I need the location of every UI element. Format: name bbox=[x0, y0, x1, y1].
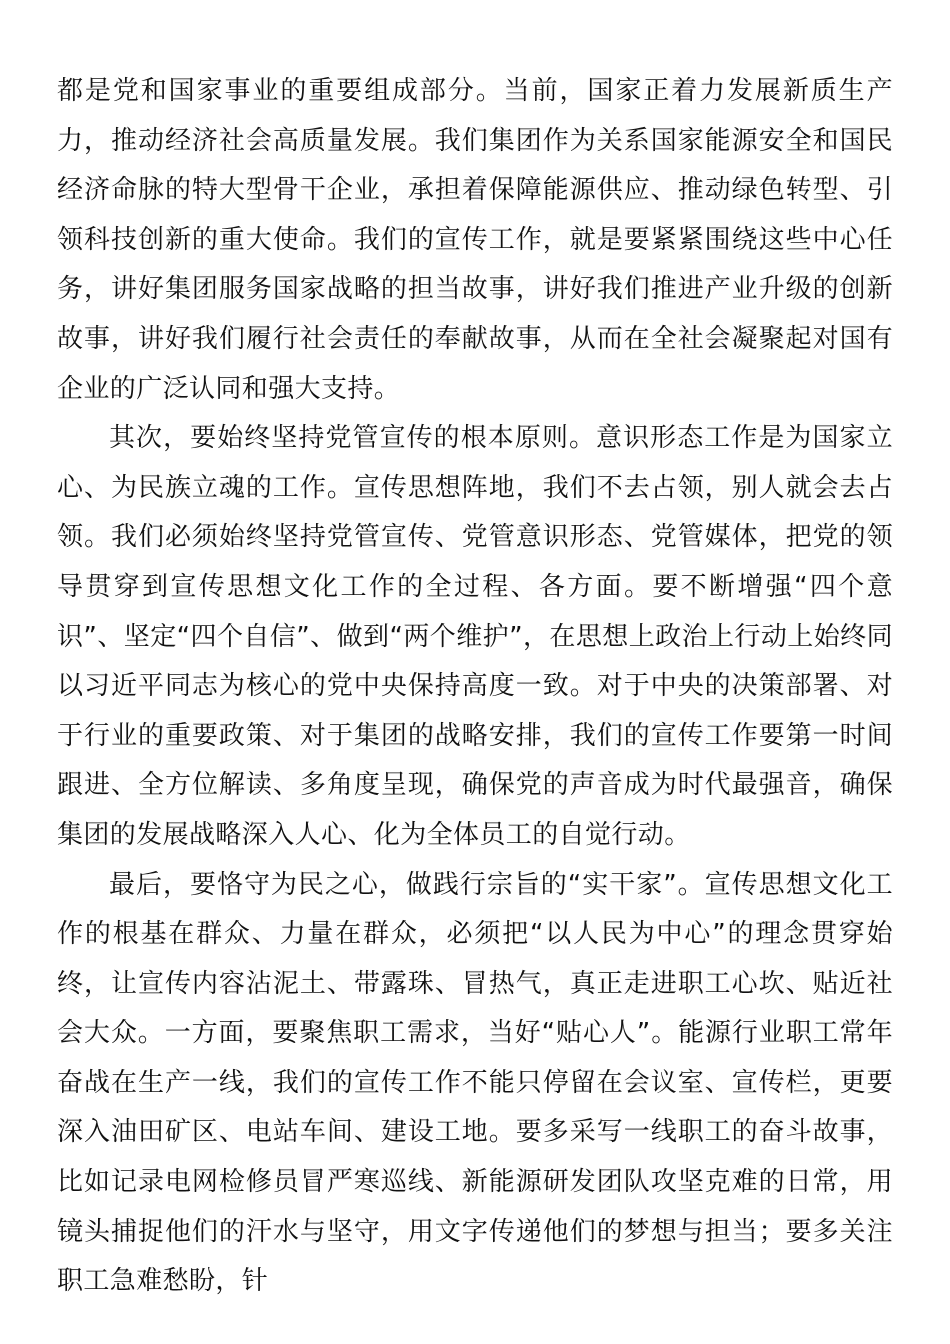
paragraph-2: 其次，要始终坚持党管宣传的根本原则。意识形态工作是为国家立心、为民族立魂的工作。宣传思想阵地，我们不去占领，别人就会去占领。我们必须始终坚持党管宣传、党管意识形态、党管媒体，把党的领导贯穿到宣传思想文化工作的全过程、各方面。要不断增强“四个意识”、坚定“四个自信”、做到“两个维护”，在思想上政治上行动上始终同以习近平同志为核心的党中央保持高度一致。对于中央的决策部署、对于行业的重要政策、对于集团的战略安排，我们的宣传工作要第一时间跟进、全方位解读、多角度呈现，确保党的声音成为时代最强音，确保集团的发展战略深入人心、化为全体员工的自觉行动。 bbox=[57, 423, 893, 850]
paragraph-1: 都是党和国家事业的重要组成部分。当前，国家正着力发展新质生产力，推动经济社会高质量发展。我们集团作为关系国家能源安全和国民经济命脉的特大型骨干企业，承担着保障能源供应、推动绿色转型、引领科技创新的重大使命。我们的宣传工作，就是要紧紧围绕这些中心任务，讲好集团服务国家战略的担当故事，讲好我们推进产业升级的创新故事，讲好我们履行社会责任的奉献故事，从而在全社会凝聚起对国有企业的广泛认同和强大支持。 bbox=[57, 76, 893, 404]
document-page bbox=[57, 67, 893, 1307]
paragraph-3: 最后，要恪守为民之心，做践行宗旨的“实干家”。宣传思想文化工作的根基在群众、力量在群众，必须把“以人民为中心”的理念贯穿始终，让宣传内容沾泥土、带露珠、冒热气，真正走进职工心坎、贴近社会大众。一方面，要聚焦职工需求，当好“贴心人”。能源行业职工常年奋战在生产一线，我们的宣传工作不能只停留在会议室、宣传栏，更要深入油田矿区、电站车间、建设工地。要多采写一线职工的奋斗故事，比如记录电网检修员冒严寒巡线、新能源研发团队攻坚克难的日常，用镜头捕捉他们的汗水与坚守，用文字传递他们的梦想与担当；要多关注职工急难愁盼，针 bbox=[57, 869, 893, 1297]
